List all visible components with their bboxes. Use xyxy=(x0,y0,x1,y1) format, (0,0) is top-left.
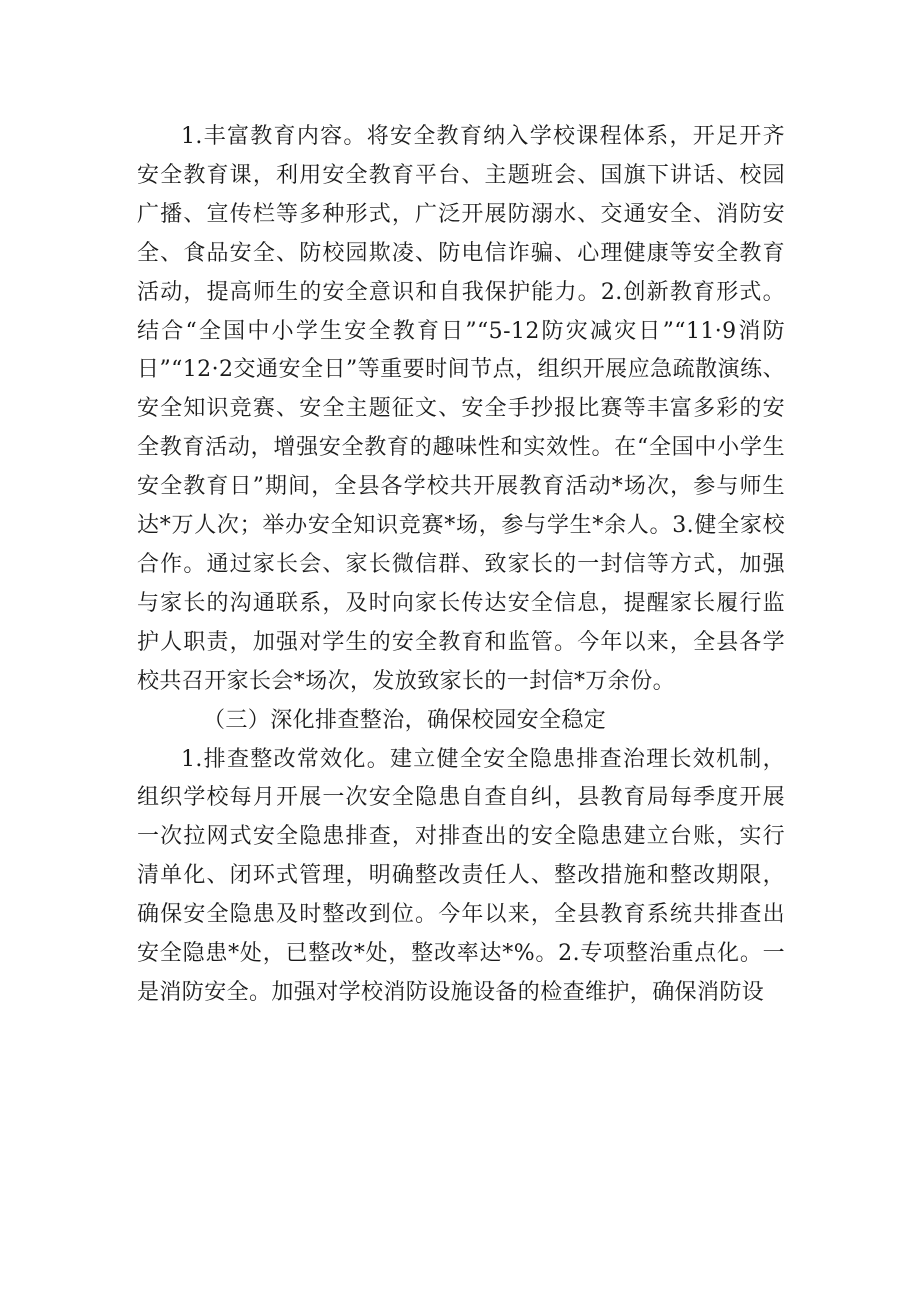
paragraph-education-content: 1.丰富教育内容。将安全教育纳入学校课程体系，开足开齐安全教育课，利用安全教育平台、主题班会、国旗下讲话、校园广播、宣传栏等多种形式，广泛开展防溺水、交通安全、消防安全、食品安全、防校园欺凌、防电信诈骗、心理健康等安全教育活动，提高师生的安全意识和自我保护能力。2.创新教育形式。结合“全国中小学生安全教育日”“5-12防灾减灾日”“11·9消防日”“12·2交通安全日”等重要时间节点，组织开展应急疏散演练、安全知识竞赛、安全主题征文、安全手抄报比赛等丰富多彩的安全教育活动，增强安全教育的趣味性和实效性。在“全国中小学生安全教育日”期间，全县各学校共开展教育活动*场次，参与师生达*万人次；举办安全知识竞赛*场，参与学生*余人。3.健全家校合作。通过家长会、家长微信群、致家长的一封信等方式，加强与家长的沟通联系，及时向家长传达安全信息，提醒家长履行监护人职责，加强对学生的安全教育和监管。今年以来，全县各学校共召开家长会*场次，发放致家长的一封信*万余份。 xyxy=(137,124,785,694)
document-body xyxy=(137,118,785,1013)
section-heading: （三）深化排查整治，确保校园安全稳定 xyxy=(203,707,607,733)
paragraph-hazard-inspection: 1.排查整改常效化。建立健全安全隐患排查治理长效机制，组织学校每月开展一次安全隐患自查自纠，县教育局每季度开展一次拉网式安全隐患排查，对排查出的安全隐患建立台账，实行清单化、闭环式管理，明确整改责任人、整改措施和整改期限，确保安全隐患及时整改到位。今年以来，全县教育系统共排查出安全隐患*处，已整改*处，整改率达*%。2.专项整治重点化。一是消防安全。加强对学校消防设施设备的检查维护，确保消防设 xyxy=(137,746,785,1005)
